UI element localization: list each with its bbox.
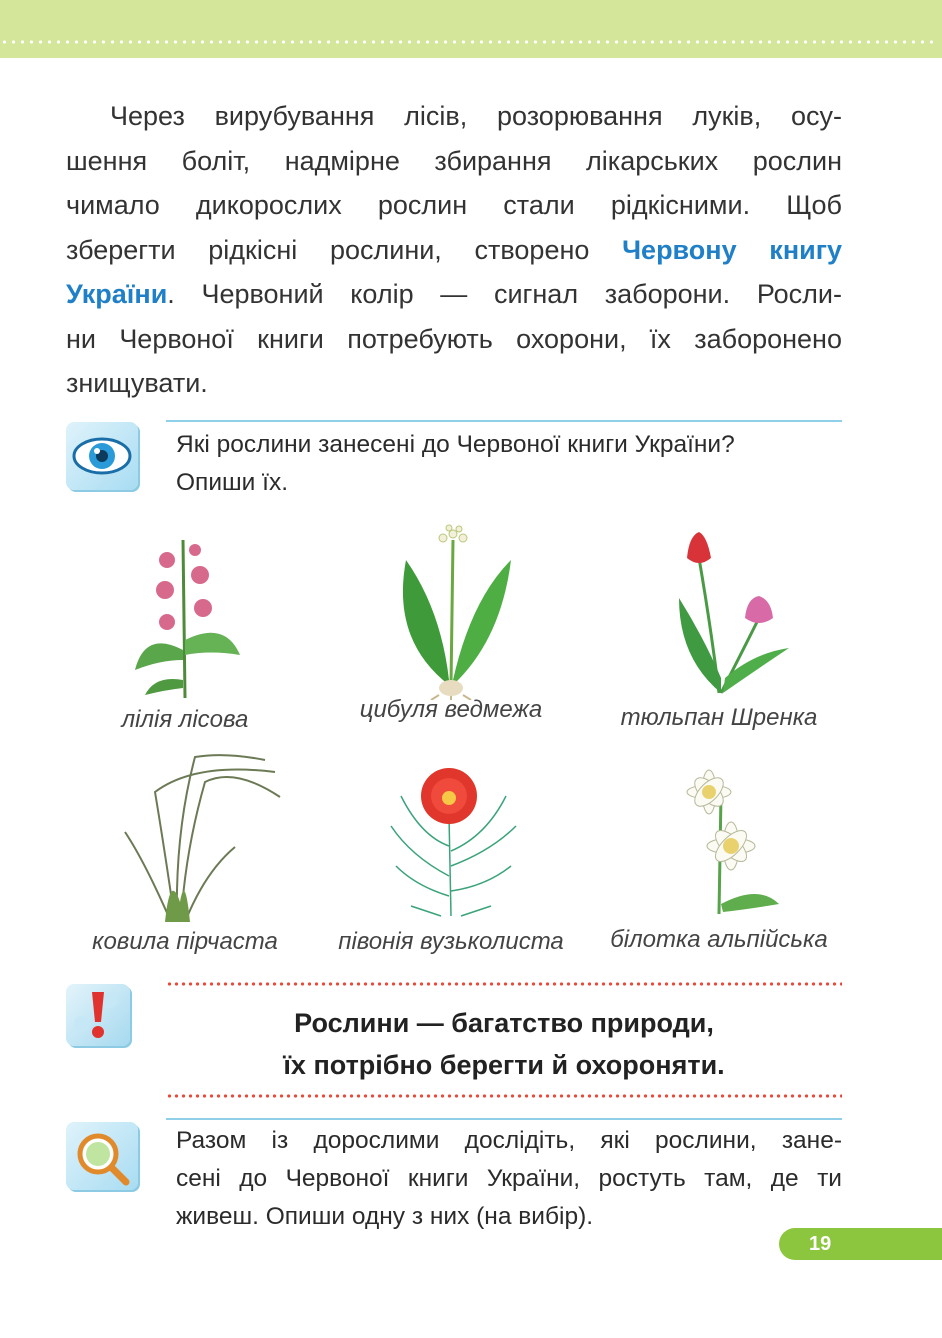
- intro-paragraph: [66, 94, 842, 406]
- page-number-tab: [779, 1228, 942, 1260]
- task-line: сені до Червоної книги України, ростуть там, де ти: [176, 1165, 842, 1192]
- intro-line: ни Червоної книги потребують охорони, їх заборонено: [66, 323, 842, 354]
- task-text: [176, 1122, 842, 1236]
- plant-card: [60, 530, 310, 734]
- intro-text: зберегти рідкісні рослини, створено: [66, 234, 623, 265]
- plant-card: [60, 752, 310, 956]
- plant-card: [594, 754, 844, 954]
- lily-flower: [105, 530, 265, 700]
- task-rule: [166, 420, 842, 422]
- plant-caption: білотка альпійська: [610, 926, 828, 953]
- plant-caption: ковила пірчаста: [92, 928, 278, 955]
- plant-card: [326, 756, 576, 956]
- plant-caption: лілія лісова: [121, 706, 249, 733]
- plant-caption: півонія вузьколиста: [338, 928, 564, 955]
- task-text: [176, 426, 842, 502]
- note-dotted-line-top: [166, 982, 842, 986]
- red-book-term: України: [66, 279, 168, 309]
- plant-card: [326, 520, 576, 724]
- wild-garlic: [371, 520, 531, 700]
- header-dotted-line: [0, 40, 934, 44]
- magnifier-icon: [66, 1122, 138, 1190]
- tulip: [639, 528, 799, 698]
- red-book-term: Червону книгу: [622, 234, 842, 265]
- exclamation-icon: [66, 984, 130, 1046]
- task-research: [66, 1118, 842, 1228]
- intro-line: [66, 272, 842, 317]
- intro-line: Через вирубування лісів, розорювання луків, осу-: [110, 101, 842, 131]
- page-number: 19: [809, 1233, 832, 1255]
- plant-caption: цибуля ведмежа: [359, 696, 543, 723]
- feather-grass: [85, 752, 285, 922]
- task-line: Які рослини занесені до Червоної книги України?: [176, 431, 735, 458]
- task-observe: [66, 420, 842, 510]
- intro-line: чимало дикорослих рослин стали рідкісними. Щоб: [66, 190, 842, 220]
- plant-caption: тюльпан Шренка: [620, 704, 818, 731]
- edelweiss: [639, 754, 799, 920]
- top-header-band: [0, 0, 942, 58]
- task-line: Опиши їх.: [176, 469, 289, 496]
- intro-line: [66, 228, 842, 273]
- eye-icon: [66, 422, 138, 490]
- key-message-line: їх потрібно берегти й охороняти.: [283, 1050, 725, 1080]
- plant-card: [594, 528, 844, 732]
- task-rule: [166, 1118, 842, 1120]
- key-message: [66, 982, 842, 1102]
- task-line: живеш. Опиши одну з них (на вибір).: [176, 1203, 594, 1230]
- peony: [371, 756, 531, 922]
- note-dotted-line-bottom: [166, 1094, 842, 1098]
- intro-text: . Червоний колір — сигнал заборони. Росли-: [167, 279, 842, 309]
- intro-line: шення боліт, надмірне збирання лікарських рослин: [66, 145, 842, 176]
- key-message-line: Рослини — багатство природи,: [294, 1008, 714, 1038]
- intro-line: знищувати.: [66, 368, 208, 398]
- key-message-text: [166, 1002, 842, 1086]
- task-line: Разом із дорослими дослідіть, які рослини, зане-: [176, 1127, 842, 1154]
